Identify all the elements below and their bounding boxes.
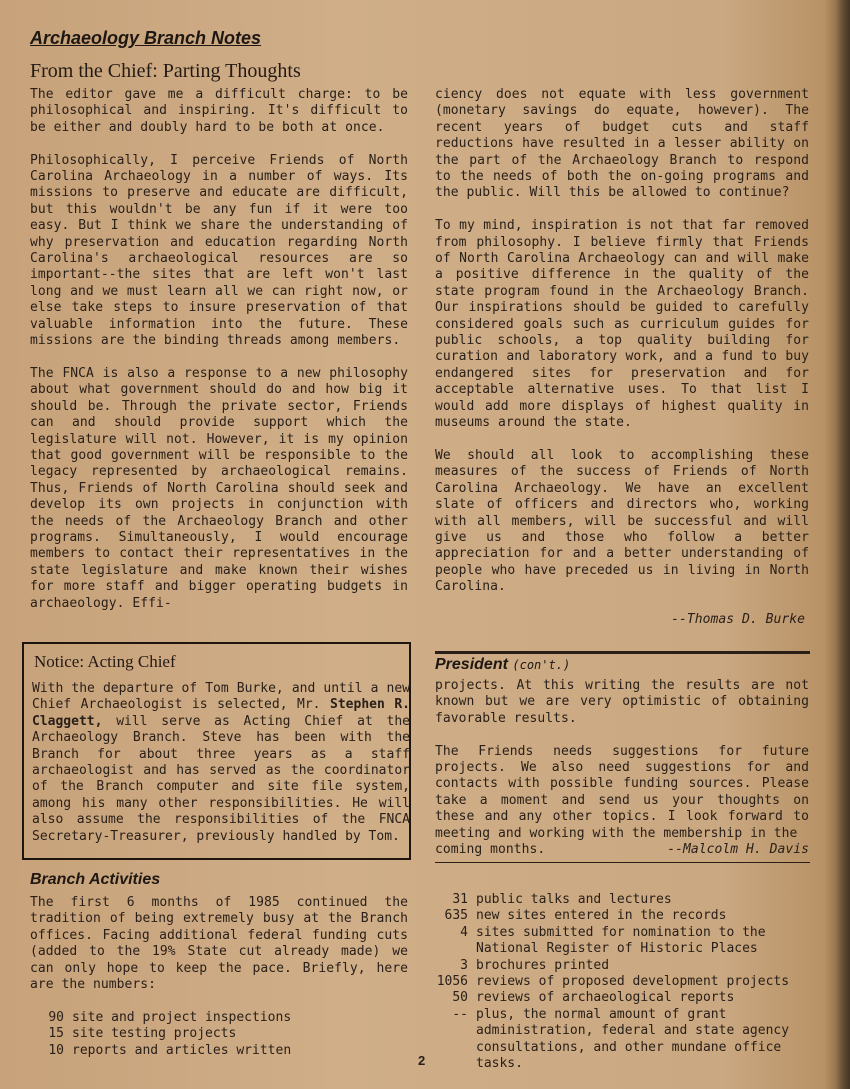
branch-activities-header: Branch Activities <box>30 871 161 888</box>
notice-text: With the departure of Tom Burke, and until a new Chief Archaeologist is selected, Mr. <box>32 681 410 713</box>
activity-list-right <box>424 892 814 1072</box>
branch-activities-intro: The first 6 months of 1985 continued the tradition of being extremely busy at the Branch offices. Facing additional federal funding cuts (added to the 19% State cut already made) we can only hope to keep the pace. Briefly, here are the numbers: <box>30 895 408 993</box>
chief-paragraph: We should all look to accomplishing these measures of the success of Friends of North Carolina Archaeology. We have an excellent slate of officers and directors who, working with all members, will be successful and will give us and those who follow a better appreciation for and a better understanding of people who have preceded us in living in North Carolina. <box>435 447 809 595</box>
activity-label: new sites entered in the records <box>476 908 727 924</box>
list-item <box>46 1026 291 1042</box>
notice-body <box>32 681 410 845</box>
chief-article-title: From the Chief: Parting Thoughts <box>30 60 301 82</box>
page-number: 2 <box>418 1053 426 1068</box>
activity-count: 90 <box>48 1010 64 1025</box>
president-title: President <box>435 656 508 673</box>
president-paragraph: projects. At this writing the results are not known but we are very optimistic of obtaining favorable results. <box>435 678 809 726</box>
chief-paragraph: The FNCA is also a response to a new philosophy about what government should do and how big it should be. Through the private sector, Friends can and should provide support which the legislature will not. However, it is my opinion that good government will be responsible to the legacy represented by archaeological remains. Thus, Friends of North Carolina should seek and develop its own projects in conjunction with the needs of the Archaeology Branch and other programs. Simultaneously, I would encourage members to contact their representatives in the state legislature and make known their wishes for more staff and bigger operating budgets in archaeology. Effi- <box>30 365 408 611</box>
activity-count: 1056 <box>436 974 468 990</box>
activity-label: brochures printed <box>476 957 610 973</box>
president-top-rule <box>435 651 810 654</box>
list-item <box>46 1043 291 1059</box>
activity-count: -- <box>452 1006 468 1022</box>
activity-count: 3 <box>460 957 468 973</box>
chief-signature: --Thomas D. Burke <box>671 611 805 627</box>
chief-paragraph: ciency does not equate with less government (monetary savings do equate, however). The recent years of budget cuts and staff reductions have resulted in a lesser ability on the part of the Archaeology Branch to respond to the needs of both the on-going programs and the public. Will this be allowed to continue? <box>435 87 809 201</box>
notice-text: will serve as Acting Chief at the Archaeology Branch. Steve has been with the Branch for about three years as a staff archaeologist and has served as the coordinator of the Branch computer and site file system, among his many other responsibilities. He will also assume the responsibilities of the FNCA Secretary-Treasurer, previously handled by Tom. <box>32 713 411 844</box>
notice-title: Notice: Acting Chief <box>34 652 176 671</box>
activity-label: public talks and lectures <box>476 892 672 907</box>
activity-label: site and project inspections <box>72 1010 292 1025</box>
list-item <box>424 974 814 990</box>
president-bottom-rule <box>435 862 810 863</box>
activity-count: 10 <box>48 1042 64 1058</box>
list-item <box>424 990 814 1006</box>
chief-article-right-column <box>435 87 809 628</box>
activity-label: reports and articles written <box>72 1042 292 1058</box>
chief-paragraph: Philosophically, I perceive Friends of North Carolina Archaeology in a number of ways. Its missions to preserve and educate are difficult, but this wouldn't be any fun if it were too easy. But I think we share the understanding of why preservation and education regarding North Carolina's archaeological resources are so important--the sites that are left won't last long and we must learn all we can right now, or else take steps to insure preservation of that valuable information into the future. These missions are the binding threads among members. <box>30 152 408 349</box>
activity-label: site testing projects <box>72 1026 237 1042</box>
continued-label: (con't.) <box>512 658 571 672</box>
acting-chief-name: Stephen R. Claggett, <box>32 697 410 729</box>
chief-article-left-column <box>30 87 408 628</box>
activity-count: 635 <box>444 908 468 924</box>
president-body <box>435 678 809 858</box>
list-item <box>424 925 814 958</box>
activity-label: reviews of archaeological reports <box>476 990 735 1006</box>
section-header: Archaeology Branch Notes <box>30 28 262 48</box>
activity-count: 50 <box>452 990 468 1006</box>
chief-paragraph: The editor gave me a difficult charge: to be philosophical and inspiring. It's difficult to be either and doubly hard to be both at once. <box>30 87 408 135</box>
president-signature: --Malcolm H. Davis <box>667 842 809 858</box>
list-item <box>424 908 814 924</box>
activity-label: sites submitted for nomination to the National Register of Historic Places <box>476 924 766 957</box>
list-item <box>424 1007 814 1073</box>
chief-paragraph: To my mind, inspiration is not that far removed from philosophy. I believe firmly that Friends of North Carolina Archaeology can and will make a positive difference in the quality of the state program found in the Archaeology Branch. Our inspirations should be guided to carefully considered goals such as curriculum guides for public schools, a top quality building for curation and laboratory work, and a fund to buy endangered sites for preservation and for acceptable alternative uses. To that list I would add more displays of highest quality in museums around the state. <box>435 218 809 431</box>
list-item <box>46 1010 291 1026</box>
activity-label: reviews of proposed development projects <box>476 974 790 990</box>
activity-count: 31 <box>452 892 468 907</box>
activity-count: 15 <box>48 1026 64 1042</box>
president-last-line <box>435 842 809 858</box>
activity-label: plus, the normal amount of grant administration, federal and state agency consultations, and other mundane office tasks. <box>476 1006 790 1072</box>
activity-list-left <box>46 1010 291 1059</box>
president-closing: coming months. <box>435 842 546 858</box>
activity-count: 4 <box>460 924 468 940</box>
list-item <box>424 958 814 974</box>
president-paragraph: The Friends needs suggestions for future projects. We also need suggestions for and contacts with possible funding sources. Please take a moment and send us your thoughts on these and any other topics. I look forward to meeting and working with the membership in the <box>435 743 809 841</box>
list-item <box>424 892 814 908</box>
president-header <box>435 656 570 674</box>
notice-box <box>22 642 411 860</box>
page-edge-shadow <box>836 0 850 1089</box>
